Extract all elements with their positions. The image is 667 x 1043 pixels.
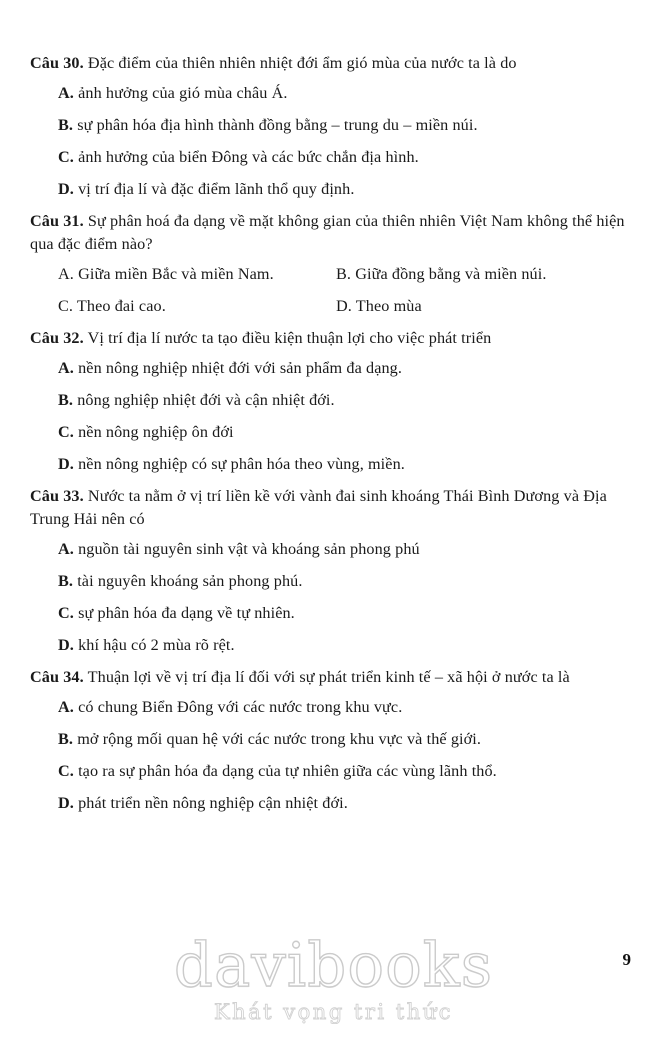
option-text: tài nguyên khoáng sản phong phú. — [73, 572, 303, 590]
option-text: Theo đai cao. — [73, 297, 166, 315]
option-text: mở rộng mối quan hệ với các nước trong khu vực và thế giới. — [73, 730, 482, 748]
watermark — [0, 930, 667, 1024]
option-text: nguồn tài nguyên sinh vật và khoáng sản phong phú — [73, 540, 420, 558]
answer-option[interactable] — [30, 146, 631, 169]
option-letter: C. — [58, 423, 74, 441]
watermark-sub-text: Khát vọng tri thức — [213, 1000, 454, 1024]
question-label: Câu 34. — [30, 668, 84, 686]
option-letter: B. — [336, 265, 352, 283]
option-text: sự phân hóa đa dạng về tự nhiên. — [73, 604, 295, 622]
question-block — [30, 666, 631, 815]
option-letter: D. — [58, 455, 74, 473]
question-block — [30, 485, 631, 657]
answer-option-row — [30, 295, 631, 318]
option-letter: D. — [58, 180, 74, 198]
question-label: Câu 30. — [30, 54, 84, 72]
option-letter: A. — [58, 359, 74, 377]
option-text: tạo ra sự phân hóa đa dạng của tự nhiên giữa các vùng lãnh thổ. — [73, 762, 497, 780]
option-letter: B. — [58, 116, 74, 134]
option-letter: A. — [58, 540, 74, 558]
option-text: vị trí địa lí và đặc điểm lãnh thổ quy định. — [73, 180, 355, 198]
option-letter: D. — [58, 794, 74, 812]
option-letter: B. — [58, 391, 74, 409]
answer-option[interactable] — [30, 453, 631, 476]
option-letter: A. — [58, 265, 74, 283]
option-text: Theo mùa — [351, 297, 422, 315]
page-number: 9 — [622, 950, 631, 969]
option-text: Giữa miền Bắc và miền Nam. — [73, 265, 274, 283]
option-text: nền nông nghiệp ôn đới — [73, 423, 234, 441]
watermark-main-text: davibooks — [173, 930, 494, 1001]
option-text: khí hậu có 2 mùa rõ rệt. — [73, 636, 235, 654]
question-block — [30, 327, 631, 476]
answer-option[interactable] — [30, 634, 631, 657]
question-text: Thuận lợi về vị trí địa lí đối với sự phát triển kinh tế – xã hội ở nước ta là — [83, 668, 570, 686]
answer-option[interactable] — [30, 728, 631, 751]
answer-option[interactable] — [30, 602, 631, 625]
answer-option[interactable] — [58, 263, 336, 286]
question-stem — [30, 210, 631, 256]
question-stem — [30, 666, 631, 689]
question-text: Sự phân hoá đa dạng về mặt không gian của thiên nhiên Việt Nam không thể hiện qua đặc điểm nào? — [30, 212, 625, 253]
answer-option[interactable] — [30, 696, 631, 719]
question-label: Câu 33. — [30, 487, 84, 505]
answer-option[interactable] — [30, 570, 631, 593]
option-letter: C. — [58, 148, 74, 166]
option-letter: C. — [58, 762, 74, 780]
question-block — [30, 52, 631, 201]
answer-option[interactable] — [30, 82, 631, 105]
option-text: có chung Biển Đông với các nước trong khu vực. — [73, 698, 403, 716]
option-text: nền nông nghiệp có sự phân hóa theo vùng, miền. — [73, 455, 405, 473]
option-letter: B. — [58, 730, 74, 748]
question-stem — [30, 52, 631, 75]
answer-option[interactable] — [336, 263, 547, 286]
option-letter: C. — [58, 297, 74, 315]
answer-option[interactable] — [30, 538, 631, 561]
answer-option[interactable] — [30, 114, 631, 137]
option-text: nền nông nghiệp nhiệt đới với sản phẩm đa dạng. — [73, 359, 403, 377]
answer-option[interactable] — [30, 421, 631, 444]
option-letter: A. — [58, 84, 74, 102]
option-letter: D. — [58, 636, 74, 654]
question-label: Câu 31. — [30, 212, 84, 230]
question-block — [30, 210, 631, 318]
answer-option[interactable] — [30, 389, 631, 412]
answer-option[interactable] — [30, 178, 631, 201]
option-text: sự phân hóa địa hình thành đồng bằng – trung du – miền núi. — [73, 116, 478, 134]
option-text: phát triển nền nông nghiệp cận nhiệt đới. — [73, 794, 348, 812]
answer-option[interactable] — [58, 295, 336, 318]
option-letter: A. — [58, 698, 74, 716]
option-text: Giữa đồng bằng và miền núi. — [351, 265, 547, 283]
option-letter: B. — [58, 572, 74, 590]
option-letter: C. — [58, 604, 74, 622]
answer-option[interactable] — [30, 357, 631, 380]
question-label: Câu 32. — [30, 329, 84, 347]
answer-option[interactable] — [30, 792, 631, 815]
answer-option[interactable] — [30, 760, 631, 783]
question-stem — [30, 485, 631, 531]
answer-option-row — [30, 263, 631, 286]
option-text: ảnh hưởng của gió mùa châu Á. — [73, 84, 288, 102]
question-text: Vị trí địa lí nước ta tạo điều kiện thuận lợi cho việc phát triển — [83, 329, 492, 347]
option-text: ảnh hưởng của biển Đông và các bức chắn địa hình. — [73, 148, 419, 166]
answer-option[interactable] — [336, 295, 422, 318]
question-stem — [30, 327, 631, 350]
option-text: nông nghiệp nhiệt đới và cận nhiệt đới. — [73, 391, 335, 409]
question-text: Đặc điểm của thiên nhiên nhiệt đới ẩm gió mùa của nước ta là do — [83, 54, 517, 72]
question-text: Nước ta nằm ở vị trí liền kề với vành đai sinh khoáng Thái Bình Dương và Địa Trung Hải nên có — [30, 487, 607, 528]
option-letter: D. — [336, 297, 352, 315]
